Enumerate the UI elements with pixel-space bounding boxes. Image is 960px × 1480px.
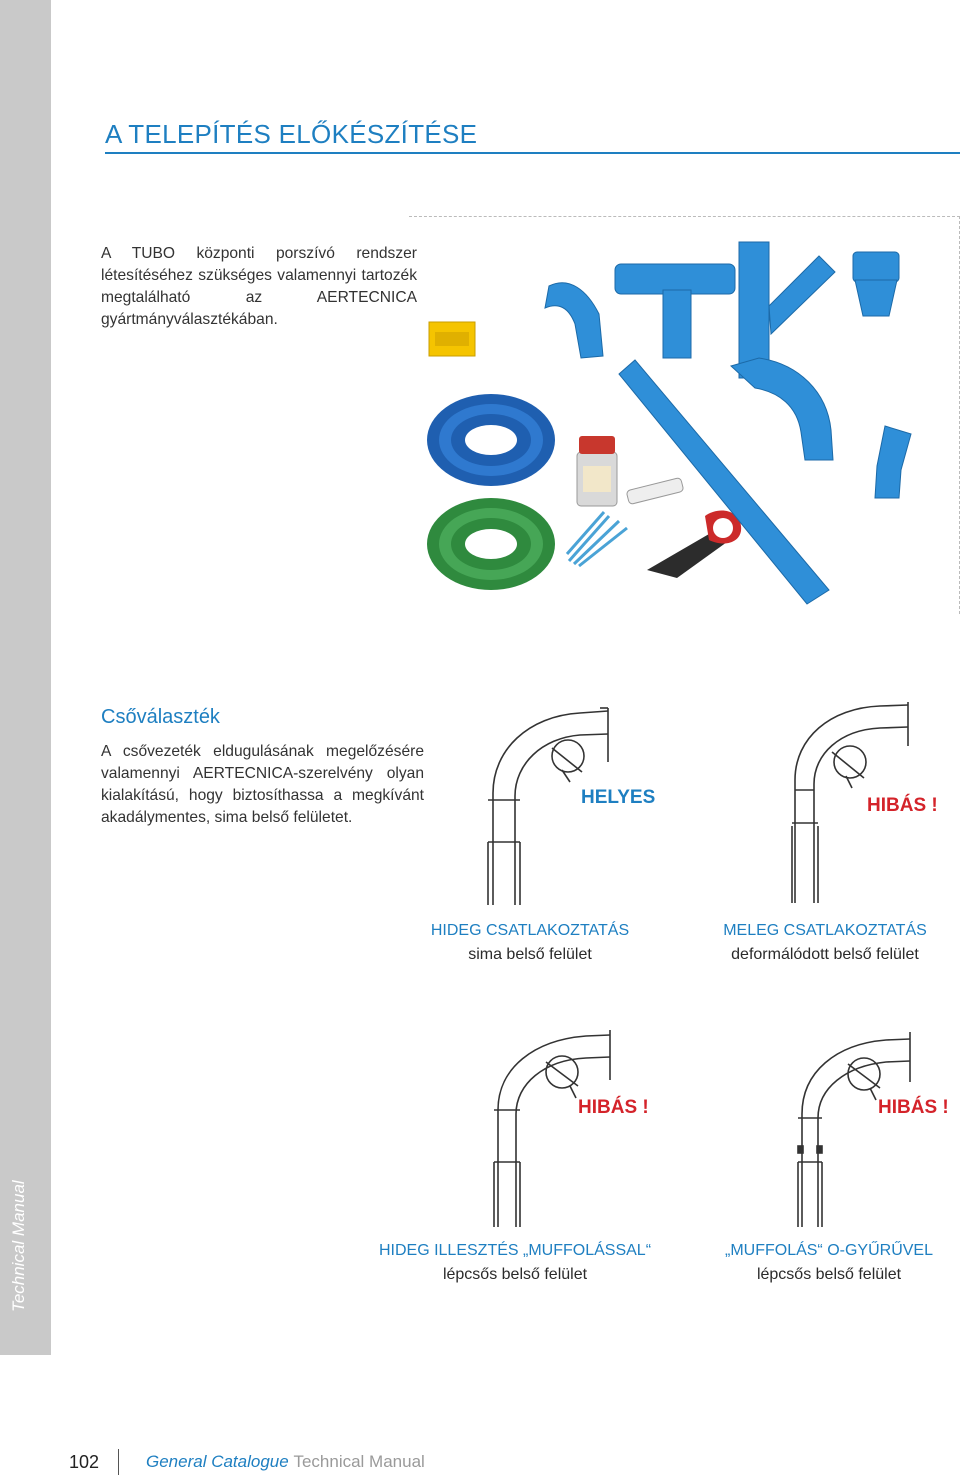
sidebar-strip xyxy=(0,0,51,1355)
footer-brand xyxy=(146,1452,425,1472)
footer-divider xyxy=(118,1449,119,1475)
footer-catalogue: General Catalogue xyxy=(146,1452,289,1471)
intro-paragraph: A TUBO központi porszívó rendszer létesítéséhez szükséges valamennyi tartozék megtalálható az AERTECNICA gyártmányválasztékában. xyxy=(101,245,417,328)
footer-manual: Technical Manual xyxy=(293,1452,425,1471)
verdict-correct-1: HELYES xyxy=(581,787,656,808)
socket-joint-diagram xyxy=(490,1022,640,1227)
fitting-subtitle-2: deformálódott belső felület xyxy=(731,946,919,963)
fitting-subtitle-4: lépcsős belső felület xyxy=(756,1266,902,1283)
sidebar-label: Technical Manual xyxy=(9,1180,28,1312)
verdict-wrong-2: HIBÁS ! xyxy=(867,795,938,816)
fitting-title-1: HIDEG CSATLAKOZTATÁS xyxy=(430,922,630,939)
fitting-title-4: „MUFFOLÁS“ O-GYŰRŰVEL xyxy=(724,1242,933,1259)
product-range-photo xyxy=(409,216,960,614)
fitting-subtitle-1: sima belső felület xyxy=(468,946,592,963)
verdict-wrong-4: HIBÁS ! xyxy=(878,1097,949,1118)
verdict-wrong-3: HIBÁS ! xyxy=(578,1097,649,1118)
fitting-subtitle-3: lépcsős belső felület xyxy=(442,1266,588,1283)
section-body: A csővezeték eldugulásának megelőzésére valamennyi AERTECNICA-szerelvény olyan kialakítású, hogy biztosíthassa a megkívánt akadálymentes, sima belső felületet. xyxy=(101,743,424,826)
fitting-title-3: HIDEG ILLESZTÉS „MUFFOLÁSSAL“ xyxy=(378,1242,652,1259)
oring-joint-diagram xyxy=(790,1022,940,1227)
section-heading: Csőválaszték xyxy=(101,706,220,728)
page-title: A TELEPÍTÉS ELŐKÉSZÍTÉSE xyxy=(105,119,960,154)
page-number: 102 xyxy=(69,1452,100,1472)
fitting-title-2: MELEG CSATLAKOZTATÁS xyxy=(723,922,927,939)
